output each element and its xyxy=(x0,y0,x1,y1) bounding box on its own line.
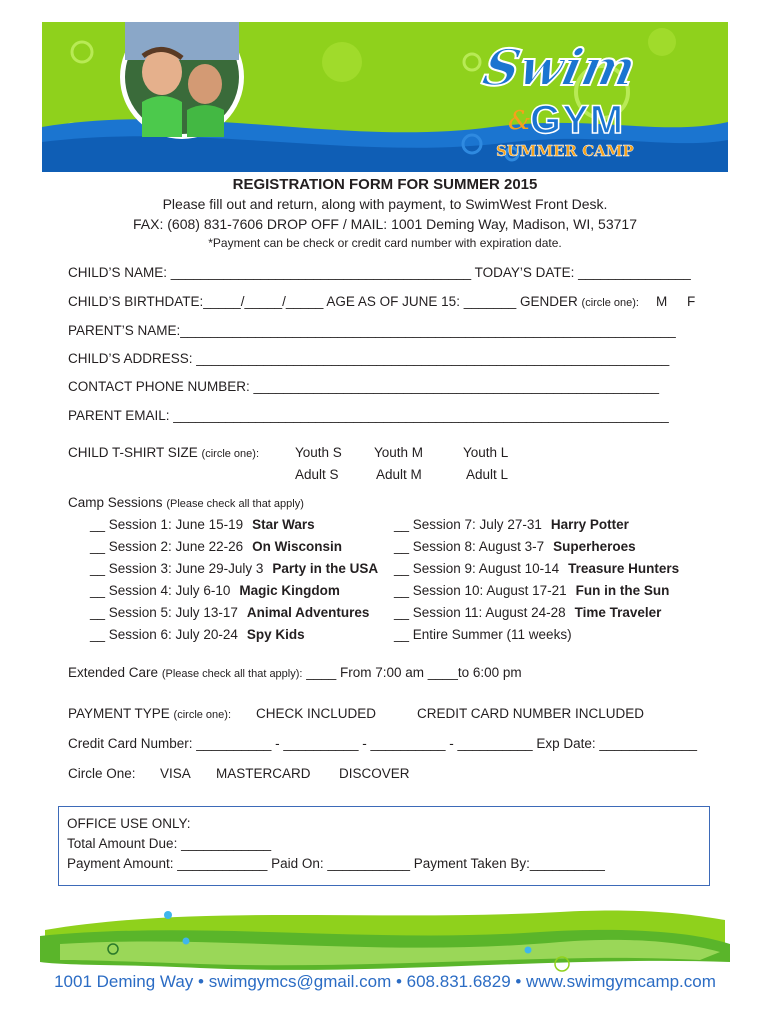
session-theme: Harry Potter xyxy=(550,517,629,532)
session-option[interactable] xyxy=(394,539,636,554)
form-title: REGISTRATION FORM FOR SUMMER 2015 xyxy=(232,176,538,193)
payment-type-hint: (circle one): xyxy=(173,709,232,721)
logo-gym: GYM xyxy=(530,98,625,142)
instruction-payment: *Payment can be check or credit card number with expiration date. xyxy=(208,236,562,250)
parent-name-field[interactable]: PARENT’S NAME:__________________________________________________________________ xyxy=(68,323,676,338)
payment-type-label xyxy=(68,706,231,721)
tshirt-youth-m[interactable]: Youth M xyxy=(374,445,424,460)
session-option[interactable] xyxy=(90,605,369,620)
camp-sessions-heading xyxy=(68,495,304,510)
card-discover-option[interactable]: DISCOVER xyxy=(339,766,410,781)
child-name-field[interactable]: CHILD’S NAME: ________________________________________ TODAY’S DATE: _______________ xyxy=(68,265,691,280)
instruction-contact: FAX: (608) 831-7606 DROP OFF / MAIL: 1001 Deming Way, Madison, WI, 53717 xyxy=(133,216,637,232)
session-dates: __ Session 5: July 13-17 xyxy=(90,605,238,620)
payment-credit-option[interactable]: CREDIT CARD NUMBER INCLUDED xyxy=(417,706,645,721)
card-visa-option[interactable]: VISA xyxy=(160,766,191,781)
extended-care-field[interactable] xyxy=(68,665,522,680)
extended-care-label: Extended Care xyxy=(68,665,159,680)
logo xyxy=(477,38,650,168)
session-theme: Party in the USA xyxy=(272,561,379,576)
session-option[interactable] xyxy=(90,561,378,576)
office-payment-line: Payment Amount: ____________ Paid On: ___________ Payment Taken By:__________ xyxy=(67,856,605,871)
session-theme: Superheroes xyxy=(553,539,636,554)
session-dates: __ Session 8: August 3-7 xyxy=(394,539,545,554)
session-theme: Animal Adventures xyxy=(246,605,370,620)
logo-tagline: SUMMER CAMP xyxy=(496,142,634,160)
session-option[interactable] xyxy=(394,561,679,576)
session-dates: __ Session 9: August 10-14 xyxy=(394,561,560,576)
session-theme: Spy Kids xyxy=(246,627,305,642)
payment-type-text: PAYMENT TYPE xyxy=(68,706,170,721)
birthdate-label: CHILD’S BIRTHDATE:_____/_____/_____ AGE AS OF JUNE 15: _______ GENDER xyxy=(68,294,578,309)
footer-wave xyxy=(0,904,770,1024)
office-use-box xyxy=(58,806,710,886)
payment-check-option[interactable]: CHECK INCLUDED xyxy=(256,706,377,721)
tshirt-youth-l[interactable]: Youth L xyxy=(463,445,509,460)
office-title: OFFICE USE ONLY: xyxy=(67,816,191,831)
tshirt-adult-m[interactable]: Adult M xyxy=(376,467,422,482)
circle-one-label: Circle One: xyxy=(68,766,136,781)
camp-sessions-hint: (Please check all that apply) xyxy=(166,498,304,510)
session-option[interactable] xyxy=(394,517,629,532)
gender-hint: (circle one): xyxy=(581,297,639,309)
session-theme: Magic Kingdom xyxy=(239,583,340,598)
camp-sessions-label: Camp Sessions xyxy=(68,495,163,510)
session-dates: __ Session 3: June 29-July 3 xyxy=(90,561,264,576)
extended-care-times: ____ From 7:00 am ____to 6:00 pm xyxy=(306,665,522,680)
tshirt-label xyxy=(68,445,259,460)
tshirt-adult-s[interactable]: Adult S xyxy=(295,467,339,482)
session-dates: __ Session 2: June 22-26 xyxy=(90,539,244,554)
birthdate-field[interactable] xyxy=(68,294,639,309)
session-theme: On Wisconsin xyxy=(252,539,342,554)
credit-card-field[interactable]: Credit Card Number: __________ - __________ - __________ - __________ Exp Date: _____________ xyxy=(68,736,697,751)
session-option[interactable] xyxy=(394,627,572,642)
session-option[interactable] xyxy=(394,583,669,598)
session-dates: __ Session 11: August 24-28 xyxy=(394,605,566,620)
session-dates: __ Session 6: July 20-24 xyxy=(90,627,238,642)
tshirt-youth-s[interactable]: Youth S xyxy=(295,445,342,460)
session-dates: __ Session 10: August 17-21 xyxy=(394,583,567,598)
session-theme: Star Wars xyxy=(252,517,315,532)
address-field[interactable]: CHILD’S ADDRESS: _______________________________________________________________ xyxy=(68,351,670,366)
office-total-due: Total Amount Due: ____________ xyxy=(67,836,272,851)
logo-swim: Swim xyxy=(477,38,642,97)
tshirt-label-text: CHILD T-SHIRT SIZE xyxy=(68,445,198,460)
session-option[interactable] xyxy=(90,517,315,532)
session-theme: Fun in the Sun xyxy=(575,583,670,598)
tshirt-adult-l[interactable]: Adult L xyxy=(466,467,509,482)
phone-field[interactable]: CONTACT PHONE NUMBER: ______________________________________________________ xyxy=(68,379,659,394)
session-theme: Treasure Hunters xyxy=(568,561,680,576)
extended-care-hint: (Please check all that apply): xyxy=(161,668,303,680)
gender-m-option[interactable]: M xyxy=(656,294,668,309)
session-dates: __ Session 7: July 27-31 xyxy=(394,517,542,532)
session-dates: __ Session 4: July 6-10 xyxy=(90,583,231,598)
session-dates: __ Entire Summer (11 weeks) xyxy=(394,627,572,642)
footer-contact: 1001 Deming Way • swimgymcs@gmail.com • 608.831.6829 • www.swimgymcamp.com xyxy=(54,972,716,991)
logo-amp: & xyxy=(508,106,532,136)
session-dates: __ Session 1: June 15-19 xyxy=(90,517,244,532)
session-option[interactable] xyxy=(90,627,305,642)
instruction-return: Please fill out and return, along with payment, to SwimWest Front Desk. xyxy=(162,196,608,212)
session-option[interactable] xyxy=(90,583,340,598)
gender-f-option[interactable]: F xyxy=(687,294,696,309)
session-theme: Time Traveler xyxy=(574,605,662,620)
session-option[interactable] xyxy=(394,605,661,620)
email-field[interactable]: PARENT EMAIL: __________________________________________________________________ xyxy=(68,408,669,423)
card-mastercard-option[interactable]: MASTERCARD xyxy=(216,766,311,781)
session-option[interactable] xyxy=(90,539,342,554)
tshirt-hint: (circle one): xyxy=(201,448,260,460)
